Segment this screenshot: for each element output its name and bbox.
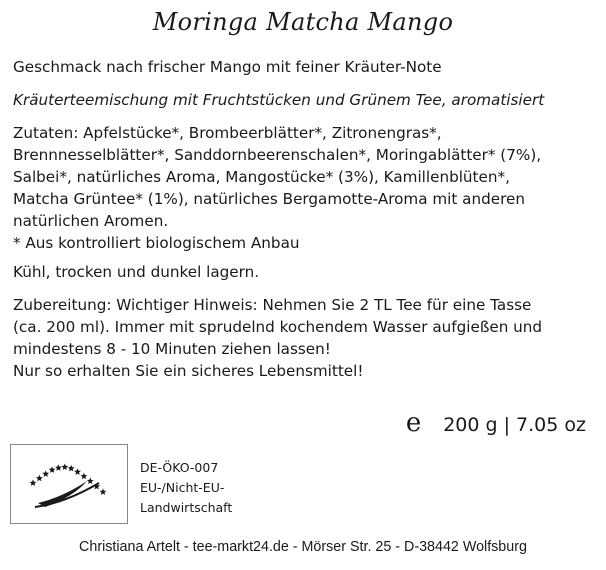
- organic-star-icon: [61, 464, 68, 471]
- organic-star-icon: [74, 468, 81, 475]
- organic-star-icon: [36, 475, 43, 482]
- ingredients-line: natürlichen Aromen.: [13, 212, 169, 230]
- organic-star-icon: [42, 470, 49, 477]
- organic-star-icon: [87, 478, 94, 485]
- ingredients-block: [13, 122, 598, 254]
- certification-origin-2: Landwirtschaft: [140, 500, 233, 515]
- ingredients-line: Salbei*, natürliches Aroma, Mangostücke* (3%), Kamillenblüten*,: [13, 168, 510, 186]
- ingredients-line: Zutaten: Apfelstücke*, Brombeerblätter*, Zitronengras*,: [13, 124, 442, 142]
- certification-block: [140, 458, 232, 518]
- weight-value: 200 g | 7.05 oz: [443, 414, 586, 436]
- taste-description: Geschmack nach frischer Mango mit feiner Kräuter-Note: [13, 58, 442, 76]
- preparation-line: (ca. 200 ml). Immer mit sprudelnd kochendem Wasser aufgießen und: [13, 318, 543, 336]
- organic-star-icon: [68, 465, 75, 472]
- organic-star-icon: [80, 473, 87, 480]
- organic-star-icon: [30, 479, 37, 486]
- preparation-line: mindestens 8 - 10 Minuten ziehen lassen!: [13, 340, 331, 358]
- ingredients-line: Matcha Grüntee* (1%), natürliches Bergamotte-Aroma mit anderen: [13, 190, 525, 208]
- preparation-block: [13, 294, 598, 382]
- ingredients-footnote: * Aus kontrolliert biologischem Anbau: [13, 234, 300, 252]
- certification-origin: EU-/Nicht-EU-: [140, 480, 225, 495]
- certification-code: DE-ÖKO-007: [140, 460, 219, 475]
- product-title: Moringa Matcha Mango: [152, 8, 454, 36]
- storage-instructions: Kühl, trocken und dunkel lagern.: [13, 263, 260, 281]
- organic-star-icon: [49, 466, 56, 473]
- preparation-line: Zubereitung: Wichtiger Hinweis: Nehmen Sie 2 TL Tee für eine Tasse: [13, 296, 532, 314]
- net-weight: [406, 408, 586, 438]
- estimated-sign-icon: e: [405, 408, 422, 438]
- ingredients-line: Brennnesselblätter*, Sanddornbeerenschalen*, Moringablätter* (7%),: [13, 146, 542, 164]
- organic-star-icon: [55, 464, 62, 471]
- organic-star-icon: [100, 488, 107, 495]
- preparation-line: Nur so erhalten Sie ein sicheres Lebensmittel!: [13, 362, 364, 380]
- company-footer: Christiana Artelt - tee-markt24.de - Mörser Str. 25 - D-38442 Wolfsburg: [79, 539, 527, 555]
- product-subtitle: Kräuterteemischung mit Fruchtstücken und Grünem Tee, aromatisiert: [13, 91, 545, 109]
- eu-organic-logo: [10, 444, 128, 524]
- eu-organic-leaf-icon: [11, 445, 127, 523]
